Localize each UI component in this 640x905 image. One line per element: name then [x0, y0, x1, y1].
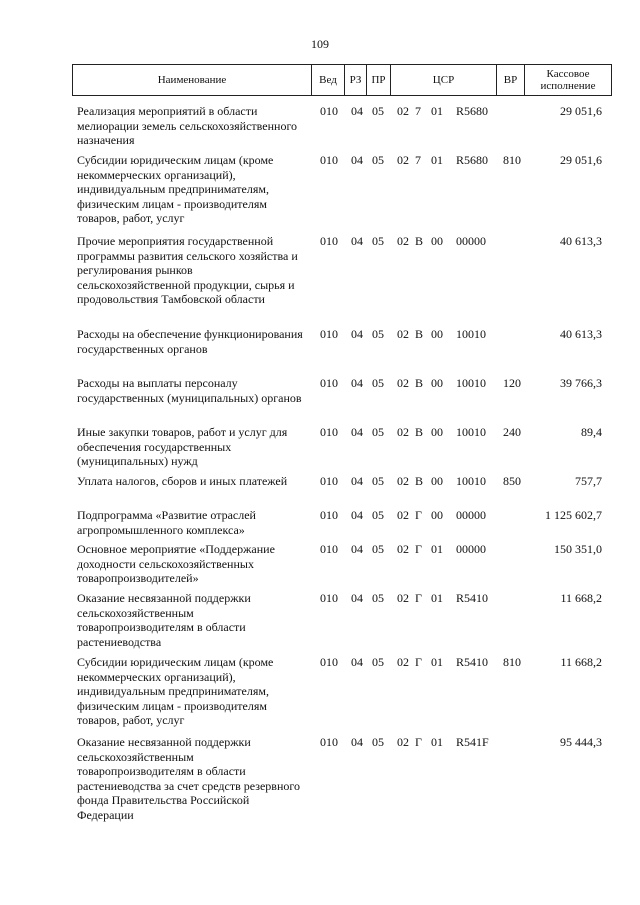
- row-csr-event: 01: [431, 104, 443, 118]
- row-csr-code: 10010: [456, 376, 486, 390]
- row-csr-program: 02: [397, 655, 409, 669]
- row-csr-event: 01: [431, 655, 443, 669]
- row-csr-subprogram: В: [415, 327, 424, 341]
- row-vr: 240: [503, 425, 521, 439]
- header-name: Наименование: [157, 74, 227, 86]
- header-csr: ЦСР: [390, 65, 496, 95]
- row-rz: 04: [351, 153, 363, 167]
- row-pr: 05: [372, 508, 384, 522]
- row-csr-event: 00: [431, 425, 443, 439]
- row-ved: 010: [320, 104, 338, 118]
- row-csr-program: 02: [397, 425, 409, 439]
- row-rz: 04: [351, 655, 363, 669]
- row-pr: 05: [372, 425, 384, 439]
- row-sum: 39 766,3: [560, 376, 602, 390]
- row-vr: 810: [503, 655, 521, 669]
- row-csr-subprogram: В: [415, 376, 424, 390]
- row-csr-subprogram: Г: [415, 735, 422, 749]
- row-csr-program: 02: [397, 735, 409, 749]
- row-csr-subprogram: В: [415, 425, 424, 439]
- row-csr-event: 01: [431, 591, 443, 605]
- row-name: Расходы на выплаты персоналу государственных (муниципальных) органов: [77, 376, 302, 405]
- header-sum-line1: Кассовое: [546, 68, 590, 80]
- row-csr-program: 02: [397, 591, 409, 605]
- row-csr-program: 02: [397, 104, 409, 118]
- row-sum: 40 613,3: [560, 234, 602, 248]
- row-ved: 010: [320, 327, 338, 341]
- row-pr: 05: [372, 542, 384, 556]
- row-pr: 05: [372, 153, 384, 167]
- row-sum: 29 051,6: [560, 153, 602, 167]
- header-sum-line2: исполнение: [540, 80, 596, 92]
- row-rz: 04: [351, 376, 363, 390]
- row-name: Субсидии юридическим лицам (кроме некоммерческих организаций), индивидуальным предпринимателям, физическим лицам - производителям товаров, работ, услуг: [77, 655, 274, 727]
- row-pr: 05: [372, 327, 384, 341]
- row-ved: 010: [320, 655, 338, 669]
- row-csr-code: R5410: [456, 655, 489, 669]
- row-csr-event: 00: [431, 474, 443, 488]
- row-rz: 04: [351, 327, 363, 341]
- budget-table: [72, 64, 612, 822]
- row-rz: 04: [351, 591, 363, 605]
- row-pr: 05: [372, 474, 384, 488]
- row-name: Реализация мероприятий в области мелиорации земель сельскохозяйственного назначения: [77, 104, 298, 147]
- row-csr-subprogram: 7: [415, 104, 421, 118]
- row-pr: 05: [372, 591, 384, 605]
- row-csr-code: R541F: [456, 735, 489, 749]
- row-sum: 89,4: [581, 425, 602, 439]
- header-pr: ПР: [366, 65, 390, 95]
- row-ved: 010: [320, 508, 338, 522]
- row-ved: 010: [320, 376, 338, 390]
- row-rz: 04: [351, 474, 363, 488]
- row-name: Расходы на обеспечение функционирования государственных органов: [77, 327, 303, 356]
- row-sum: 95 444,3: [560, 735, 602, 749]
- row-sum: 11 668,2: [560, 591, 602, 605]
- row-ved: 010: [320, 474, 338, 488]
- row-csr-code: 10010: [456, 474, 486, 488]
- row-pr: 05: [372, 104, 384, 118]
- row-csr-event: 01: [431, 735, 443, 749]
- row-pr: 05: [372, 655, 384, 669]
- row-csr-subprogram: В: [415, 474, 424, 488]
- row-vr: 850: [503, 474, 521, 488]
- row-rz: 04: [351, 234, 363, 248]
- row-csr-subprogram: Г: [415, 508, 422, 522]
- row-csr-code: 10010: [456, 327, 486, 341]
- row-vr: 120: [503, 376, 521, 390]
- row-csr-code: 00000: [456, 234, 486, 248]
- row-csr-program: 02: [397, 508, 409, 522]
- row-csr-subprogram: В: [415, 234, 424, 248]
- header-vr: ВР: [496, 65, 524, 95]
- header-sum: [524, 65, 611, 95]
- row-csr-event: 00: [431, 234, 443, 248]
- row-csr-program: 02: [397, 234, 409, 248]
- row-csr-subprogram: Г: [415, 591, 422, 605]
- row-pr: 05: [372, 376, 384, 390]
- row-rz: 04: [351, 425, 363, 439]
- row-name: Оказание несвязанной поддержки сельскохозяйственным товаропроизводителям в области растениеводства: [77, 591, 251, 649]
- row-sum: 757,7: [575, 474, 602, 488]
- row-ved: 010: [320, 735, 338, 749]
- row-csr-event: 00: [431, 508, 443, 522]
- row-csr-program: 02: [397, 474, 409, 488]
- row-csr-program: 02: [397, 376, 409, 390]
- row-csr-code: 00000: [456, 508, 486, 522]
- row-csr-program: 02: [397, 153, 409, 167]
- row-csr-code: 00000: [456, 542, 486, 556]
- row-sum: 1 125 602,7: [545, 508, 602, 522]
- header-ved: Вед: [311, 65, 344, 95]
- row-name: Субсидии юридическим лицам (кроме некоммерческих организаций), индивидуальным предпринимателям, физическим лицам - производителям товаров, работ, услуг: [77, 153, 274, 225]
- row-sum: 29 051,6: [560, 104, 602, 118]
- row-csr-subprogram: Г: [415, 655, 422, 669]
- row-csr-subprogram: 7: [415, 153, 421, 167]
- table-header: [72, 64, 612, 96]
- row-rz: 04: [351, 735, 363, 749]
- row-ved: 010: [320, 153, 338, 167]
- row-pr: 05: [372, 234, 384, 248]
- row-name: Иные закупки товаров, работ и услуг для обеспечения государственных (муниципальных) нужд: [77, 425, 288, 468]
- row-name: Подпрограмма «Развитие отраслей агропромышленного комплекса»: [77, 508, 256, 537]
- page-number: 109: [311, 37, 329, 51]
- row-csr-event: 00: [431, 327, 443, 341]
- row-ved: 010: [320, 591, 338, 605]
- row-name: Основное мероприятие «Поддержание доходности сельскохозяйственных товаропроизводителей»: [77, 542, 275, 585]
- row-csr-event: 01: [431, 153, 443, 167]
- row-csr-code: R5680: [456, 153, 489, 167]
- row-ved: 010: [320, 234, 338, 248]
- row-csr-code: R5680: [456, 104, 489, 118]
- row-name: Прочие мероприятия государственной программы развития сельского хозяйства и регулирования рынков сельскохозяйственной продукции, сырья и продовольствия Тамбовской области: [77, 234, 298, 306]
- row-csr-program: 02: [397, 327, 409, 341]
- row-rz: 04: [351, 508, 363, 522]
- row-csr-code: 10010: [456, 425, 486, 439]
- row-rz: 04: [351, 542, 363, 556]
- row-sum: 11 668,2: [560, 655, 602, 669]
- row-vr: 810: [503, 153, 521, 167]
- row-csr-program: 02: [397, 542, 409, 556]
- row-ved: 010: [320, 425, 338, 439]
- row-rz: 04: [351, 104, 363, 118]
- row-csr-event: 00: [431, 376, 443, 390]
- row-sum: 40 613,3: [560, 327, 602, 341]
- row-pr: 05: [372, 735, 384, 749]
- header-rz: РЗ: [344, 65, 366, 95]
- row-sum: 150 351,0: [554, 542, 602, 556]
- row-name: Уплата налогов, сборов и иных платежей: [77, 474, 288, 488]
- row-csr-subprogram: Г: [415, 542, 422, 556]
- row-ved: 010: [320, 542, 338, 556]
- row-csr-code: R5410: [456, 591, 489, 605]
- row-csr-event: 01: [431, 542, 443, 556]
- row-name: Оказание несвязанной поддержки сельскохозяйственным товаропроизводителям в области растениеводства за счет средств резервного фонда Правительства Российской Федерации: [77, 735, 300, 822]
